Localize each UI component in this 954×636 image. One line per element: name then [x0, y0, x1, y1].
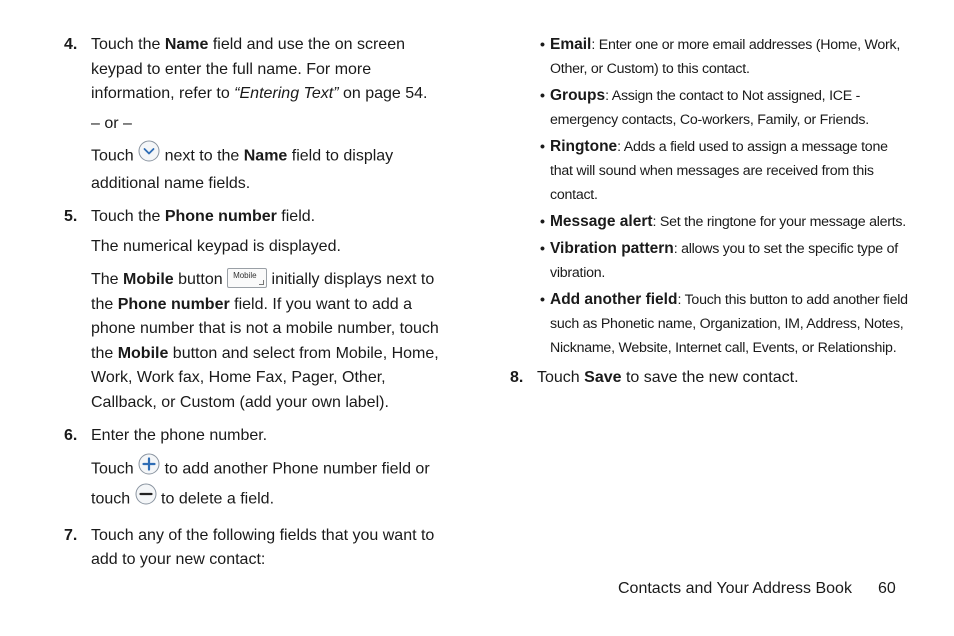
page-number: 60: [877, 580, 896, 597]
step-6: [64, 424, 454, 515]
page-footer: [618, 578, 896, 600]
list-item: • Email: Enter one or more email addresses (Home, Work, Other, or Custom) to this contact.: [510, 33, 910, 81]
step-number: 5.: [64, 208, 78, 225]
list-item: • Add another field: Touch this button to add another field such as Phonetic name, Organization, IM, Address, Notes, Nickname, Website, Internet call, Events, or Relationship.: [510, 288, 910, 360]
step-number: 6.: [64, 427, 78, 444]
left-column: [64, 33, 454, 573]
step-5-detail: The Mobile button Mobile initially displays next to the Phone number field. If you want to add a phone number that is not a mobile number, touch the Mobile button and select from Mobile, Home, Work, Work fax, Home Fax, Pager, Other, Callback, or Custom (add your own label).: [91, 268, 454, 415]
step-7-text: Touch any of the following fields that you want to add to your new contact:: [91, 526, 435, 568]
field-list: [510, 33, 910, 360]
step-number: 7.: [64, 526, 78, 544]
step-8-text: Touch Save to save the new contact.: [537, 369, 799, 386]
step-5-text: Touch the Phone number field.: [91, 208, 316, 225]
list-item: • Message alert: Set the ringtone for your message alerts.: [510, 210, 910, 234]
chevron-down-icon: [138, 140, 160, 171]
list-item: • Groups: Assign the contact to Not assigned, ICE - emergency contacts, Co-workers, Family, or Friends.: [510, 84, 910, 132]
dropdown-corner-icon: [259, 280, 264, 285]
list-item: • Ringtone: Adds a field used to assign a message tone that will sound when messages are received from this contact.: [510, 135, 910, 207]
bullet-dot: •: [540, 241, 545, 257]
bullet-dot: •: [540, 37, 545, 53]
step-5-result: The numerical keypad is displayed.: [91, 237, 341, 255]
step-4-text: Touch the Name field and use the on screen keypad to enter the full name. For more information, refer to “Entering Text” on page 54.: [91, 36, 428, 102]
step-number: 4.: [64, 36, 78, 53]
step-8: [510, 366, 910, 391]
plus-icon: [138, 453, 160, 484]
step-6-text: Enter the phone number.: [91, 427, 268, 444]
bullet-dot: •: [540, 292, 545, 308]
step-7: [64, 524, 454, 573]
right-column: [510, 33, 910, 391]
bullet-dot: •: [540, 214, 545, 230]
mobile-button-image: Mobile: [227, 268, 267, 288]
step-5: [64, 205, 454, 415]
or-separator: – or –: [91, 114, 132, 132]
step-6-detail: Touch to add another Phone number field or touch to delete a field.: [91, 454, 454, 515]
step-4-alt-text: Touch next to the Name field to display additional name fields.: [91, 141, 454, 196]
list-item: • Vibration pattern: allows you to set the specific type of vibration.: [510, 237, 910, 285]
step-4: [64, 33, 454, 196]
minus-icon: [135, 483, 157, 514]
step-number: 8.: [510, 369, 524, 386]
footer-section-title: Contacts and Your Address Book: [618, 580, 852, 597]
bullet-dot: •: [540, 139, 545, 155]
bullet-dot: •: [540, 88, 545, 104]
